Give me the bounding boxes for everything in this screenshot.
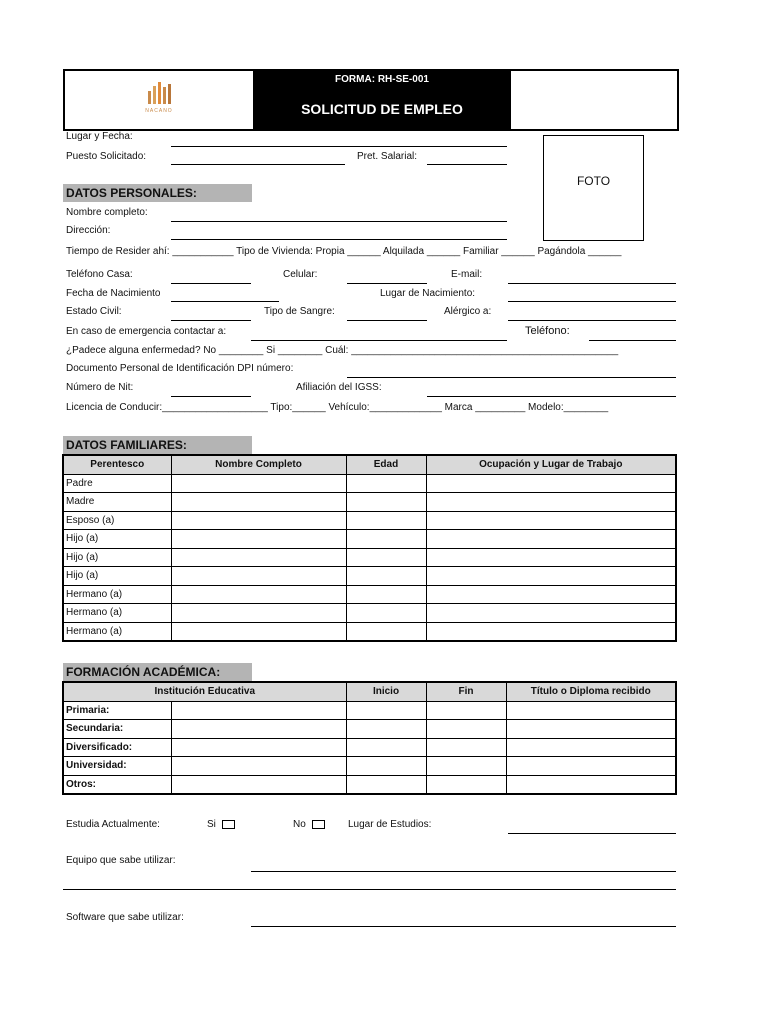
email-field[interactable]	[508, 283, 676, 284]
puesto-field[interactable]	[171, 164, 345, 165]
direccion-field[interactable]	[171, 239, 507, 240]
inicio-cell[interactable]	[346, 738, 426, 757]
parentesco-cell: Hijo (a)	[63, 530, 171, 549]
table-row	[63, 493, 676, 512]
edad-cell[interactable]	[346, 604, 426, 623]
column-header: Nombre Completo	[171, 455, 346, 474]
edad-cell[interactable]	[346, 585, 426, 604]
logo-text: NACANO	[145, 108, 173, 114]
ocupacion-cell[interactable]	[426, 622, 676, 641]
edad-cell[interactable]	[346, 567, 426, 586]
celular-field[interactable]	[347, 283, 427, 284]
table-row	[63, 530, 676, 549]
fin-cell[interactable]	[426, 701, 506, 720]
table-header-row	[63, 455, 676, 474]
ocupacion-cell[interactable]	[426, 474, 676, 493]
ocupacion-cell[interactable]	[426, 530, 676, 549]
column-header: Título o Diploma recibido	[506, 682, 676, 701]
edad-cell[interactable]	[346, 548, 426, 567]
familiares-table	[62, 454, 677, 642]
nivel-cell: Universidad:	[63, 757, 171, 776]
nit-field[interactable]	[171, 396, 251, 397]
nombre-cell[interactable]	[171, 474, 346, 493]
telefono-field[interactable]	[589, 340, 676, 341]
software-field[interactable]	[251, 926, 676, 927]
parentesco-cell: Madre	[63, 493, 171, 512]
direccion-label: Dirección:	[66, 225, 111, 236]
no-label: No	[293, 819, 306, 830]
estudia-label: Estudia Actualmente:	[66, 819, 160, 830]
puesto-label: Puesto Solicitado:	[66, 151, 147, 162]
parentesco-cell: Esposo (a)	[63, 511, 171, 530]
alergico-label: Alérgico a:	[444, 306, 492, 317]
table-row	[63, 604, 676, 623]
inicio-cell[interactable]	[346, 775, 426, 794]
lugar-nac-field[interactable]	[508, 301, 676, 302]
tipo-sangre-field[interactable]	[347, 320, 427, 321]
table-row	[63, 511, 676, 530]
nombre-cell[interactable]	[171, 585, 346, 604]
licencia-line[interactable]: Licencia de Conducir:___________________ Tipo:______ Vehículo:_____________ Marca _________ Modelo:________	[66, 402, 609, 413]
column-header: Edad	[346, 455, 426, 474]
no-option[interactable]	[293, 819, 325, 831]
fin-cell[interactable]	[426, 775, 506, 794]
photo-label: FOTO	[576, 174, 611, 188]
institucion-cell[interactable]	[171, 720, 346, 739]
nombre-field[interactable]	[171, 221, 507, 222]
lugar-nac-label: Lugar de Nacimiento:	[380, 288, 476, 299]
table-row	[63, 548, 676, 567]
inicio-cell[interactable]	[346, 701, 426, 720]
fin-cell[interactable]	[426, 720, 506, 739]
column-header: Ocupación y Lugar de Trabajo	[426, 455, 676, 474]
table-row	[63, 474, 676, 493]
logo-cell	[65, 71, 254, 129]
nivel-cell: Primaria:	[63, 701, 171, 720]
institucion-cell[interactable]	[171, 701, 346, 720]
parentesco-cell: Hermano (a)	[63, 604, 171, 623]
si-checkbox[interactable]	[222, 820, 235, 829]
photo-box[interactable]	[543, 135, 644, 241]
header-blank-cell	[510, 71, 678, 129]
titulo-cell[interactable]	[506, 720, 676, 739]
nombre-cell[interactable]	[171, 530, 346, 549]
inicio-cell[interactable]	[346, 757, 426, 776]
no-checkbox[interactable]	[312, 820, 325, 829]
lugar-estudios-field[interactable]	[508, 833, 676, 834]
titulo-cell[interactable]	[506, 775, 676, 794]
emergencia-label: En caso de emergencia contactar a:	[66, 326, 227, 337]
institucion-cell[interactable]	[171, 775, 346, 794]
edad-cell[interactable]	[346, 622, 426, 641]
table-header-row	[63, 682, 676, 701]
title-cell	[254, 71, 510, 129]
pret-salarial-label: Pret. Salarial:	[357, 151, 418, 162]
ocupacion-cell[interactable]	[426, 585, 676, 604]
dpi-label: Documento Personal de Identificación DPI número:	[66, 363, 294, 374]
company-logo-icon	[147, 81, 171, 105]
nivel-cell: Otros:	[63, 775, 171, 794]
edad-cell[interactable]	[346, 511, 426, 530]
form-code: FORMA: RH-SE-001	[335, 74, 429, 85]
edad-cell[interactable]	[346, 474, 426, 493]
emergencia-field[interactable]	[251, 340, 507, 341]
institucion-cell[interactable]	[171, 757, 346, 776]
edad-cell[interactable]	[346, 493, 426, 512]
parentesco-cell: Hermano (a)	[63, 585, 171, 604]
nombre-cell[interactable]	[171, 511, 346, 530]
datos-familiares-heading: DATOS FAMILIARES:	[63, 436, 252, 454]
nombre-label: Nombre completo:	[66, 207, 148, 218]
institucion-cell[interactable]	[171, 738, 346, 757]
si-option[interactable]	[207, 819, 235, 831]
lugar-estudios-label: Lugar de Estudios:	[348, 819, 432, 830]
parentesco-cell: Hijo (a)	[63, 567, 171, 586]
column-header: Fin	[426, 682, 506, 701]
tel-casa-field[interactable]	[171, 283, 251, 284]
nombre-cell[interactable]	[171, 622, 346, 641]
table-row	[63, 775, 676, 794]
equipo-field[interactable]	[251, 871, 676, 872]
equipo-label: Equipo que sabe utilizar:	[66, 855, 176, 866]
nombre-cell[interactable]	[171, 604, 346, 623]
celular-label: Celular:	[283, 269, 318, 280]
column-header: Perentesco	[63, 455, 171, 474]
titulo-cell[interactable]	[506, 738, 676, 757]
parentesco-cell: Hermano (a)	[63, 622, 171, 641]
igss-label: Afiliación del IGSS:	[296, 382, 382, 393]
table-row	[63, 585, 676, 604]
nombre-cell[interactable]	[171, 567, 346, 586]
inicio-cell[interactable]	[346, 720, 426, 739]
tel-casa-label: Teléfono Casa:	[66, 269, 133, 280]
table-row	[63, 622, 676, 641]
titulo-cell[interactable]	[506, 757, 676, 776]
formacion-heading: FORMACIÓN ACADÉMICA:	[63, 663, 252, 681]
formacion-table	[62, 681, 677, 795]
fin-cell[interactable]	[426, 757, 506, 776]
dpi-field[interactable]	[347, 377, 676, 378]
ocupacion-cell[interactable]	[426, 493, 676, 512]
form-title: SOLICITUD DE EMPLEO	[301, 101, 463, 117]
ocupacion-cell[interactable]	[426, 604, 676, 623]
fecha-nac-field[interactable]	[171, 301, 279, 302]
fin-cell[interactable]	[426, 738, 506, 757]
table-row	[63, 720, 676, 739]
column-header: Institución Educativa	[63, 682, 346, 701]
telefono-label: Teléfono:	[525, 325, 570, 337]
nombre-cell[interactable]	[171, 493, 346, 512]
titulo-cell[interactable]	[506, 701, 676, 720]
estado-civil-label: Estado Civil:	[66, 306, 122, 317]
table-row	[63, 701, 676, 720]
table-row	[63, 757, 676, 776]
parentesco-cell: Padre	[63, 474, 171, 493]
alergico-field[interactable]	[508, 320, 676, 321]
igss-field[interactable]	[427, 396, 676, 397]
parentesco-cell: Hijo (a)	[63, 548, 171, 567]
pret-salarial-field[interactable]	[427, 164, 507, 165]
lugar-fecha-field[interactable]	[171, 146, 507, 147]
form-header	[63, 69, 679, 131]
software-label: Software que sabe utilizar:	[66, 912, 184, 923]
vivienda-line[interactable]: Tiempo de Resider ahí: ___________ Tipo de Vivienda: Propia ______ Alquilada ______ Familiar ______ Pagándola ______	[66, 246, 622, 257]
nombre-cell[interactable]	[171, 548, 346, 567]
ocupacion-cell[interactable]	[426, 567, 676, 586]
tipo-sangre-label: Tipo de Sangre:	[264, 306, 335, 317]
estado-civil-field[interactable]	[171, 320, 251, 321]
nit-label: Número de Nit:	[66, 382, 134, 393]
datos-personales-heading: DATOS PERSONALES:	[63, 184, 252, 202]
table-row	[63, 567, 676, 586]
table-row	[63, 738, 676, 757]
nivel-cell: Diversificado:	[63, 738, 171, 757]
email-label: E-mail:	[451, 269, 483, 280]
ocupacion-cell[interactable]	[426, 548, 676, 567]
edad-cell[interactable]	[346, 530, 426, 549]
fecha-nac-label: Fecha de Nacimiento	[66, 288, 161, 299]
column-header: Inicio	[346, 682, 426, 701]
si-label: Si	[207, 819, 216, 830]
ocupacion-cell[interactable]	[426, 511, 676, 530]
lugar-fecha-label: Lugar y Fecha:	[66, 131, 133, 142]
nivel-cell: Secundaria:	[63, 720, 171, 739]
equipo-field-line2[interactable]	[63, 889, 676, 890]
enfermedad-line[interactable]: ¿Padece alguna enfermedad? No ________ Si ________ Cuál: ________________________________________________	[66, 345, 619, 356]
